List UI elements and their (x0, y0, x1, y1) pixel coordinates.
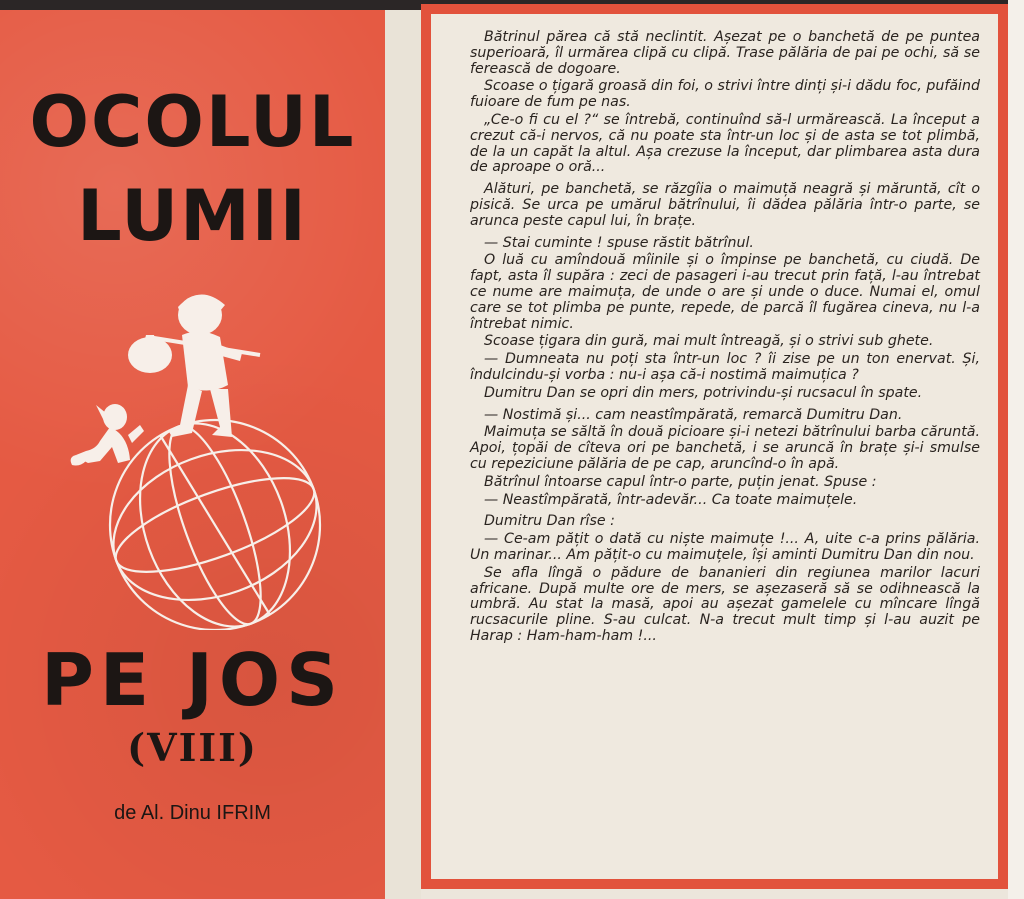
title-line-1: OCOLUL (29, 81, 356, 163)
paragraph-3: „Ce-o fi cu el ?“ se întrebă, continuînd să-l urmărească. La început a crezut că-i nervos, că nu poate sta într-un loc și de asta se tot plimbă, de la un capăt la altul. Așa crezuse la început, dar plimbarea asta dura de aproape o oră... (470, 111, 980, 176)
paragraph-9: Dumitru Dan se opri din mers, potrivindu-și rucsacul în spate. (484, 384, 923, 401)
paragraph-8: — Dumneata nu poți sta într-un loc ? îi zise pe un ton enervat. Și, îndulcindu-și vorba : nu-i așa că-i nostimă maimuțica ? (470, 351, 980, 383)
paragraph-10: — Nostimă și... cam neastîmpărată, remarcă Dumitru Dan. (484, 406, 903, 423)
paragraph-12: Bătrînul întoarse capul într-o parte, puțin jenat. Spuse : (484, 473, 877, 490)
part-number: (VIII) (127, 725, 258, 770)
title-line-3: PE JOS (41, 638, 344, 722)
page-gutter (385, 10, 421, 899)
paragraph-5: — Stai cuminte ! spuse răstit bătrînul. (484, 234, 754, 251)
paragraph-13: — Neastîmpărată, într-adevăr... Ca toate maimuțele. (484, 491, 858, 508)
paragraph-7: Scoase țigara din gură, mai mult întreagă, și o strivi sub ghete. (484, 333, 934, 350)
title-line-2: LUMII (77, 175, 308, 257)
paragraph-16: Se afla lîngă o pădure de bananieri din regiunea marilor lacuri africane. După multe ore de mers, se așezaseră să se odihnească la umbră. Au stat la masă, apoi au așezat gamelele cu mîncare lîngă rucsacurile pline. S-au culcat. N-a trecut mult timp și l-au auzit pe Harap : Ham-ham-ham !... (470, 564, 980, 644)
paragraph-15: — Ce-am pățit o dată cu niște maimuțe !... A, uite c-a prins pălăria. Un marinar... Am pățit-o cu maimuțele, își aminti Dumitru Dan din nou. (470, 531, 980, 563)
paragraph-1: Bătrinul părea că stă neclintit. Așezat pe o banchetă de pe puntea superioară, îl urmărea clipă cu clipă. Trase pălăria de pai pe ochi, să se ferească de dogoare. (470, 29, 980, 77)
paragraph-6: O luă cu amîndouă mîinile și o împinse pe banchetă, cu ciudă. De fapt, asta îl supăra : zeci de pasageri i-au trecut prin față, l-au întrebat ce nume are maimuța, de unde o are și unde o duce. Numai el, omul care se tot plimba pe punte, repede, de parcă îl fugărea cineva, nu l-a întrebat nimic. (470, 252, 980, 332)
author-credit: de Al. Dinu IFRIM (114, 802, 271, 824)
paragraph-2: Scoase o țigară groasă din foi, o strivi între dinți și-i dădu foc, pufăind fuioare de fum pe nas. (470, 78, 980, 111)
article-body (470, 30, 980, 647)
paragraph-14: Dumitru Dan rîse : (484, 513, 615, 530)
paragraph-11: Maimuța se săltă în două picioare și-i netezi bătrînului barba căruntă. Apoi, țopăi de cîteva ori pe banchetă, i se aruncă în brațe și-i smulse cu repeziciune pălăria de pe cap, aruncînd-o în apă. (470, 424, 980, 472)
traveler-dog-globe-icon (60, 285, 350, 630)
paragraph-4: Alături, pe banchetă, se răzgîia o maimuță neagră și măruntă, cît o pisică. Se urca pe umărul bătrînului, îi dădea pălăria într-o parte, se arunca peste capul lui, în brațe. (470, 181, 980, 229)
right-page-edge (1008, 0, 1024, 899)
